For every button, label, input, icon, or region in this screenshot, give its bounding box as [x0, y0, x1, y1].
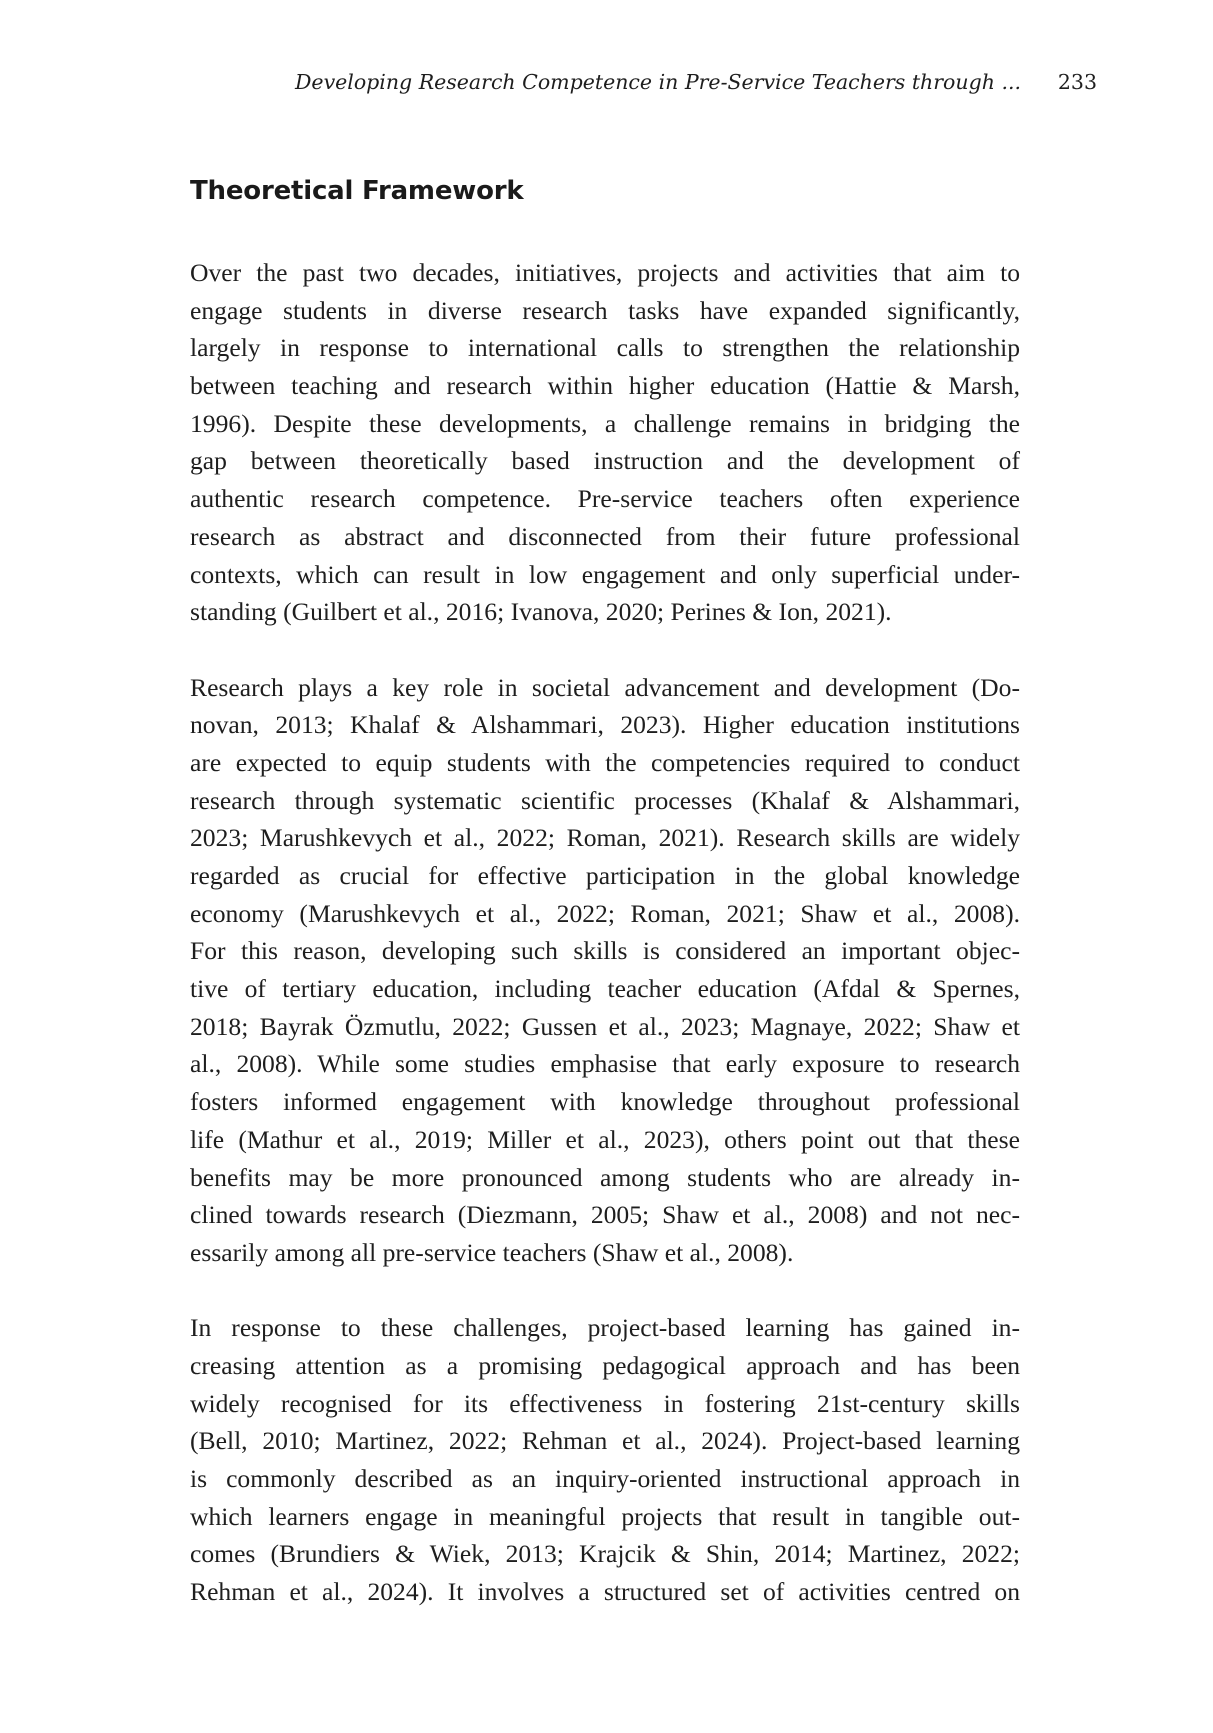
text-line: clined towards research (Diezmann, 2005; Shaw et al., 2008) and not nec- — [190, 1200, 1020, 1230]
text-line: largely in response to international calls to strengthen the relationship — [190, 333, 1020, 363]
text-line: 2023; Marushkevych et al., 2022; Roman, 2021). Research skills are widely — [190, 823, 1020, 853]
section-heading: Theoretical Framework — [190, 176, 524, 206]
text-line: standing (Guilbert et al., 2016; Ivanova, 2020; Perines & Ion, 2021). — [190, 597, 892, 627]
running-header — [200, 70, 1097, 110]
body-text — [190, 254, 1020, 1648]
text-line: engage students in diverse research tasks have expanded significantly, — [190, 295, 1020, 325]
running-title: Developing Research Competence in Pre-Service Teachers through ... — [295, 70, 1021, 94]
text-line: are expected to equip students with the competencies required to conduct — [190, 747, 1020, 777]
text-line: Rehman et al., 2024). It involves a structured set of activities centred on — [190, 1577, 1020, 1607]
paragraph — [190, 1309, 1020, 1611]
text-line: between teaching and research within higher education (Hattie & Marsh, — [190, 371, 1020, 401]
text-line: al., 2008). While some studies emphasise that early exposure to research — [190, 1049, 1020, 1079]
text-line: life (Mathur et al., 2019; Miller et al., 2023), others point out that these — [190, 1124, 1020, 1154]
text-line: In response to these challenges, project-based learning has gained in- — [190, 1313, 1020, 1343]
text-line: regarded as crucial for effective participation in the global knowledge — [190, 861, 1020, 890]
text-line: tive of tertiary education, including teacher education (Afdal & Spernes, — [190, 974, 1020, 1004]
text-line: gap between theoretically based instruction and the development of — [190, 446, 1020, 476]
text-line: 2018; Bayrak Özmutlu, 2022; Gussen et al., 2023; Magnaye, 2022; Shaw et — [190, 1011, 1020, 1041]
text-line: creasing attention as a promising pedagogical approach and has been — [190, 1350, 1020, 1380]
text-line: contexts, which can result in low engagement and only superficial under- — [190, 559, 1020, 589]
text-line: (Bell, 2010; Martinez, 2022; Rehman et al., 2024). Project-based learning — [190, 1426, 1020, 1456]
text-line: 1996). Despite these developments, a challenge remains in bridging the — [190, 408, 1020, 438]
text-line: novan, 2013; Khalaf & Alshammari, 2023). Higher education institutions — [190, 710, 1020, 740]
text-line: economy (Marushkevych et al., 2022; Roman, 2021; Shaw et al., 2008). — [190, 898, 1020, 928]
text-line: is commonly described as an inquiry-oriented instructional approach in — [190, 1464, 1020, 1493]
text-line: comes (Brundiers & Wiek, 2013; Krajcik & Shin, 2014; Martinez, 2022; — [190, 1539, 1020, 1569]
text-line: Research plays a key role in societal advancement and development (Do- — [190, 672, 1020, 702]
text-line: For this reason, developing such skills is considered an important objec- — [190, 936, 1020, 966]
text-line: essarily among all pre-service teachers (Shaw et al., 2008). — [190, 1237, 794, 1267]
page-number: 233 — [1057, 70, 1097, 94]
text-line: benefits may be more pronounced among students who are already in- — [190, 1162, 1020, 1192]
text-line: research as abstract and disconnected from their future professional — [190, 521, 1020, 551]
text-line: which learners engage in meaningful projects that result in tangible out- — [190, 1501, 1020, 1531]
text-line: research through systematic scientific processes (Khalaf & Alshammari, — [190, 785, 1020, 815]
text-line: fosters informed engagement with knowledge throughout professional — [190, 1087, 1020, 1117]
paragraph — [190, 669, 1020, 1272]
text-line: authentic research competence. Pre-service teachers often experience — [190, 484, 1020, 514]
text-line: Over the past two decades, initiatives, projects and activities that aim to — [190, 258, 1020, 287]
paragraph — [190, 254, 1020, 631]
text-line: widely recognised for its effectiveness in fostering 21st-century skills — [190, 1388, 1020, 1418]
